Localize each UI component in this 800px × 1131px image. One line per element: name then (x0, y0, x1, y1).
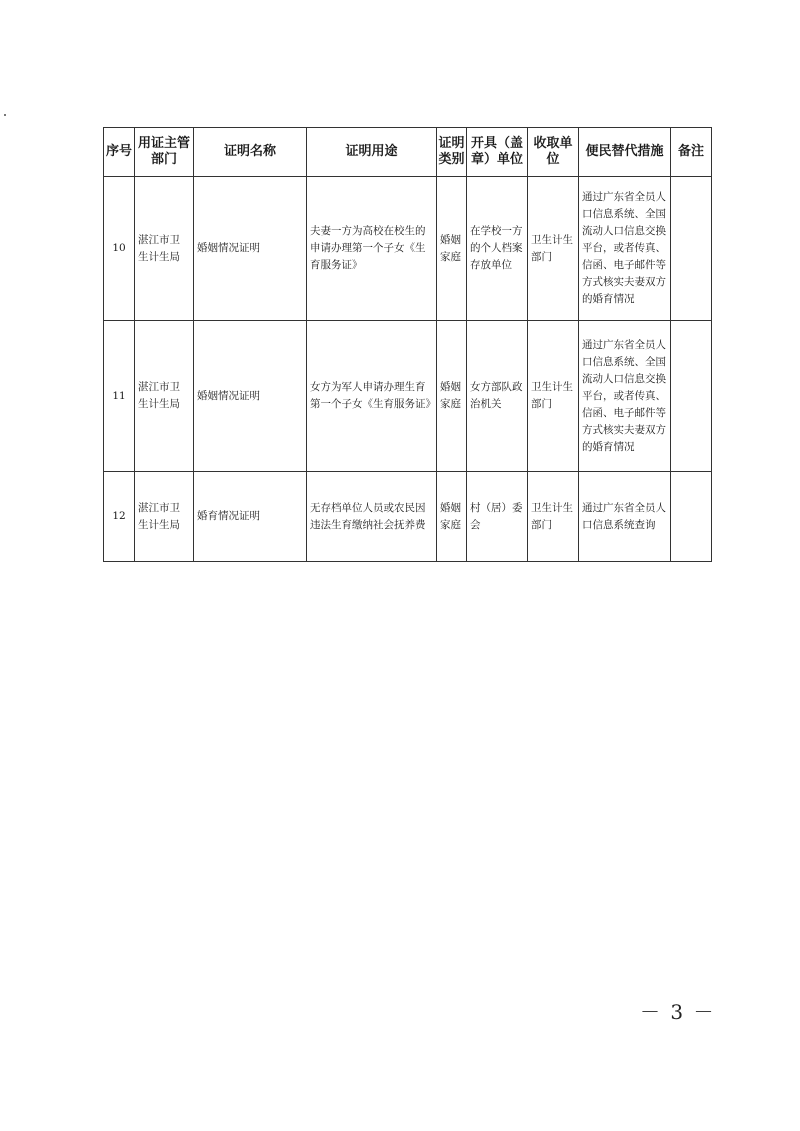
header-cell: 便民替代措施 (579, 128, 671, 177)
receiver-cell: 卫生计生部门 (528, 177, 579, 321)
receiver-cell: 卫生计生部门 (528, 321, 579, 472)
dept-cell: 湛江市卫生计生局 (135, 472, 194, 562)
table-row (104, 472, 712, 562)
row-number: 11 (104, 321, 135, 472)
issuer-cell: 在学校一方的个人档案存放单位 (467, 177, 528, 321)
certificate-name-cell: 婚育情况证明 (194, 472, 307, 562)
remark-cell (671, 472, 712, 562)
header-cell: 证明类别 (437, 128, 467, 177)
purpose-cell: 女方为军人申请办理生育第一个子女《生育服务证》 (307, 321, 437, 472)
table-row (104, 321, 712, 472)
certificate-name-cell: 婚姻情况证明 (194, 177, 307, 321)
table-header-row (104, 128, 712, 177)
category-cell: 婚姻家庭 (437, 321, 467, 472)
purpose-cell: 夫妻一方为高校在校生的申请办理第一个子女《生育服务证》 (307, 177, 437, 321)
measure-cell: 通过广东省全员人口信息系统、全国流动人口信息交换平台，或者传真、信函、电子邮件等方式核实夫妻双方的婚育情况 (579, 321, 671, 472)
measure-cell: 通过广东省全员人口信息系统查询 (579, 472, 671, 562)
issuer-cell: 女方部队政治机关 (467, 321, 528, 472)
remark-cell (671, 321, 712, 472)
header-cell: 证明用途 (307, 128, 437, 177)
receiver-cell: 卫生计生部门 (528, 472, 579, 562)
row-number: 10 (104, 177, 135, 321)
remark-cell (671, 177, 712, 321)
header-cell: 序号 (104, 128, 135, 177)
margin-mark (4, 114, 6, 116)
table-row (104, 177, 712, 321)
certificate-name-cell: 婚姻情况证明 (194, 321, 307, 472)
measure-cell: 通过广东省全员人口信息系统、全国流动人口信息交换平台，或者传真、信函、电子邮件等方式核实夫妻双方的婚育情况 (579, 177, 671, 321)
certificate-table (103, 127, 712, 562)
dept-cell: 湛江市卫生计生局 (135, 321, 194, 472)
issuer-cell: 村（居）委会 (467, 472, 528, 562)
page-number: － 3 － (640, 1000, 716, 1024)
row-number: 12 (104, 472, 135, 562)
header-cell: 备注 (671, 128, 712, 177)
header-cell: 收取单位 (528, 128, 579, 177)
header-cell: 用证主管部门 (135, 128, 194, 177)
category-cell: 婚姻家庭 (437, 177, 467, 321)
purpose-cell: 无存档单位人员或农民因违法生育缴纳社会抚养费 (307, 472, 437, 562)
category-cell: 婚姻家庭 (437, 472, 467, 562)
header-cell: 开具（盖章）单位 (467, 128, 528, 177)
header-cell: 证明名称 (194, 128, 307, 177)
dept-cell: 湛江市卫生计生局 (135, 177, 194, 321)
